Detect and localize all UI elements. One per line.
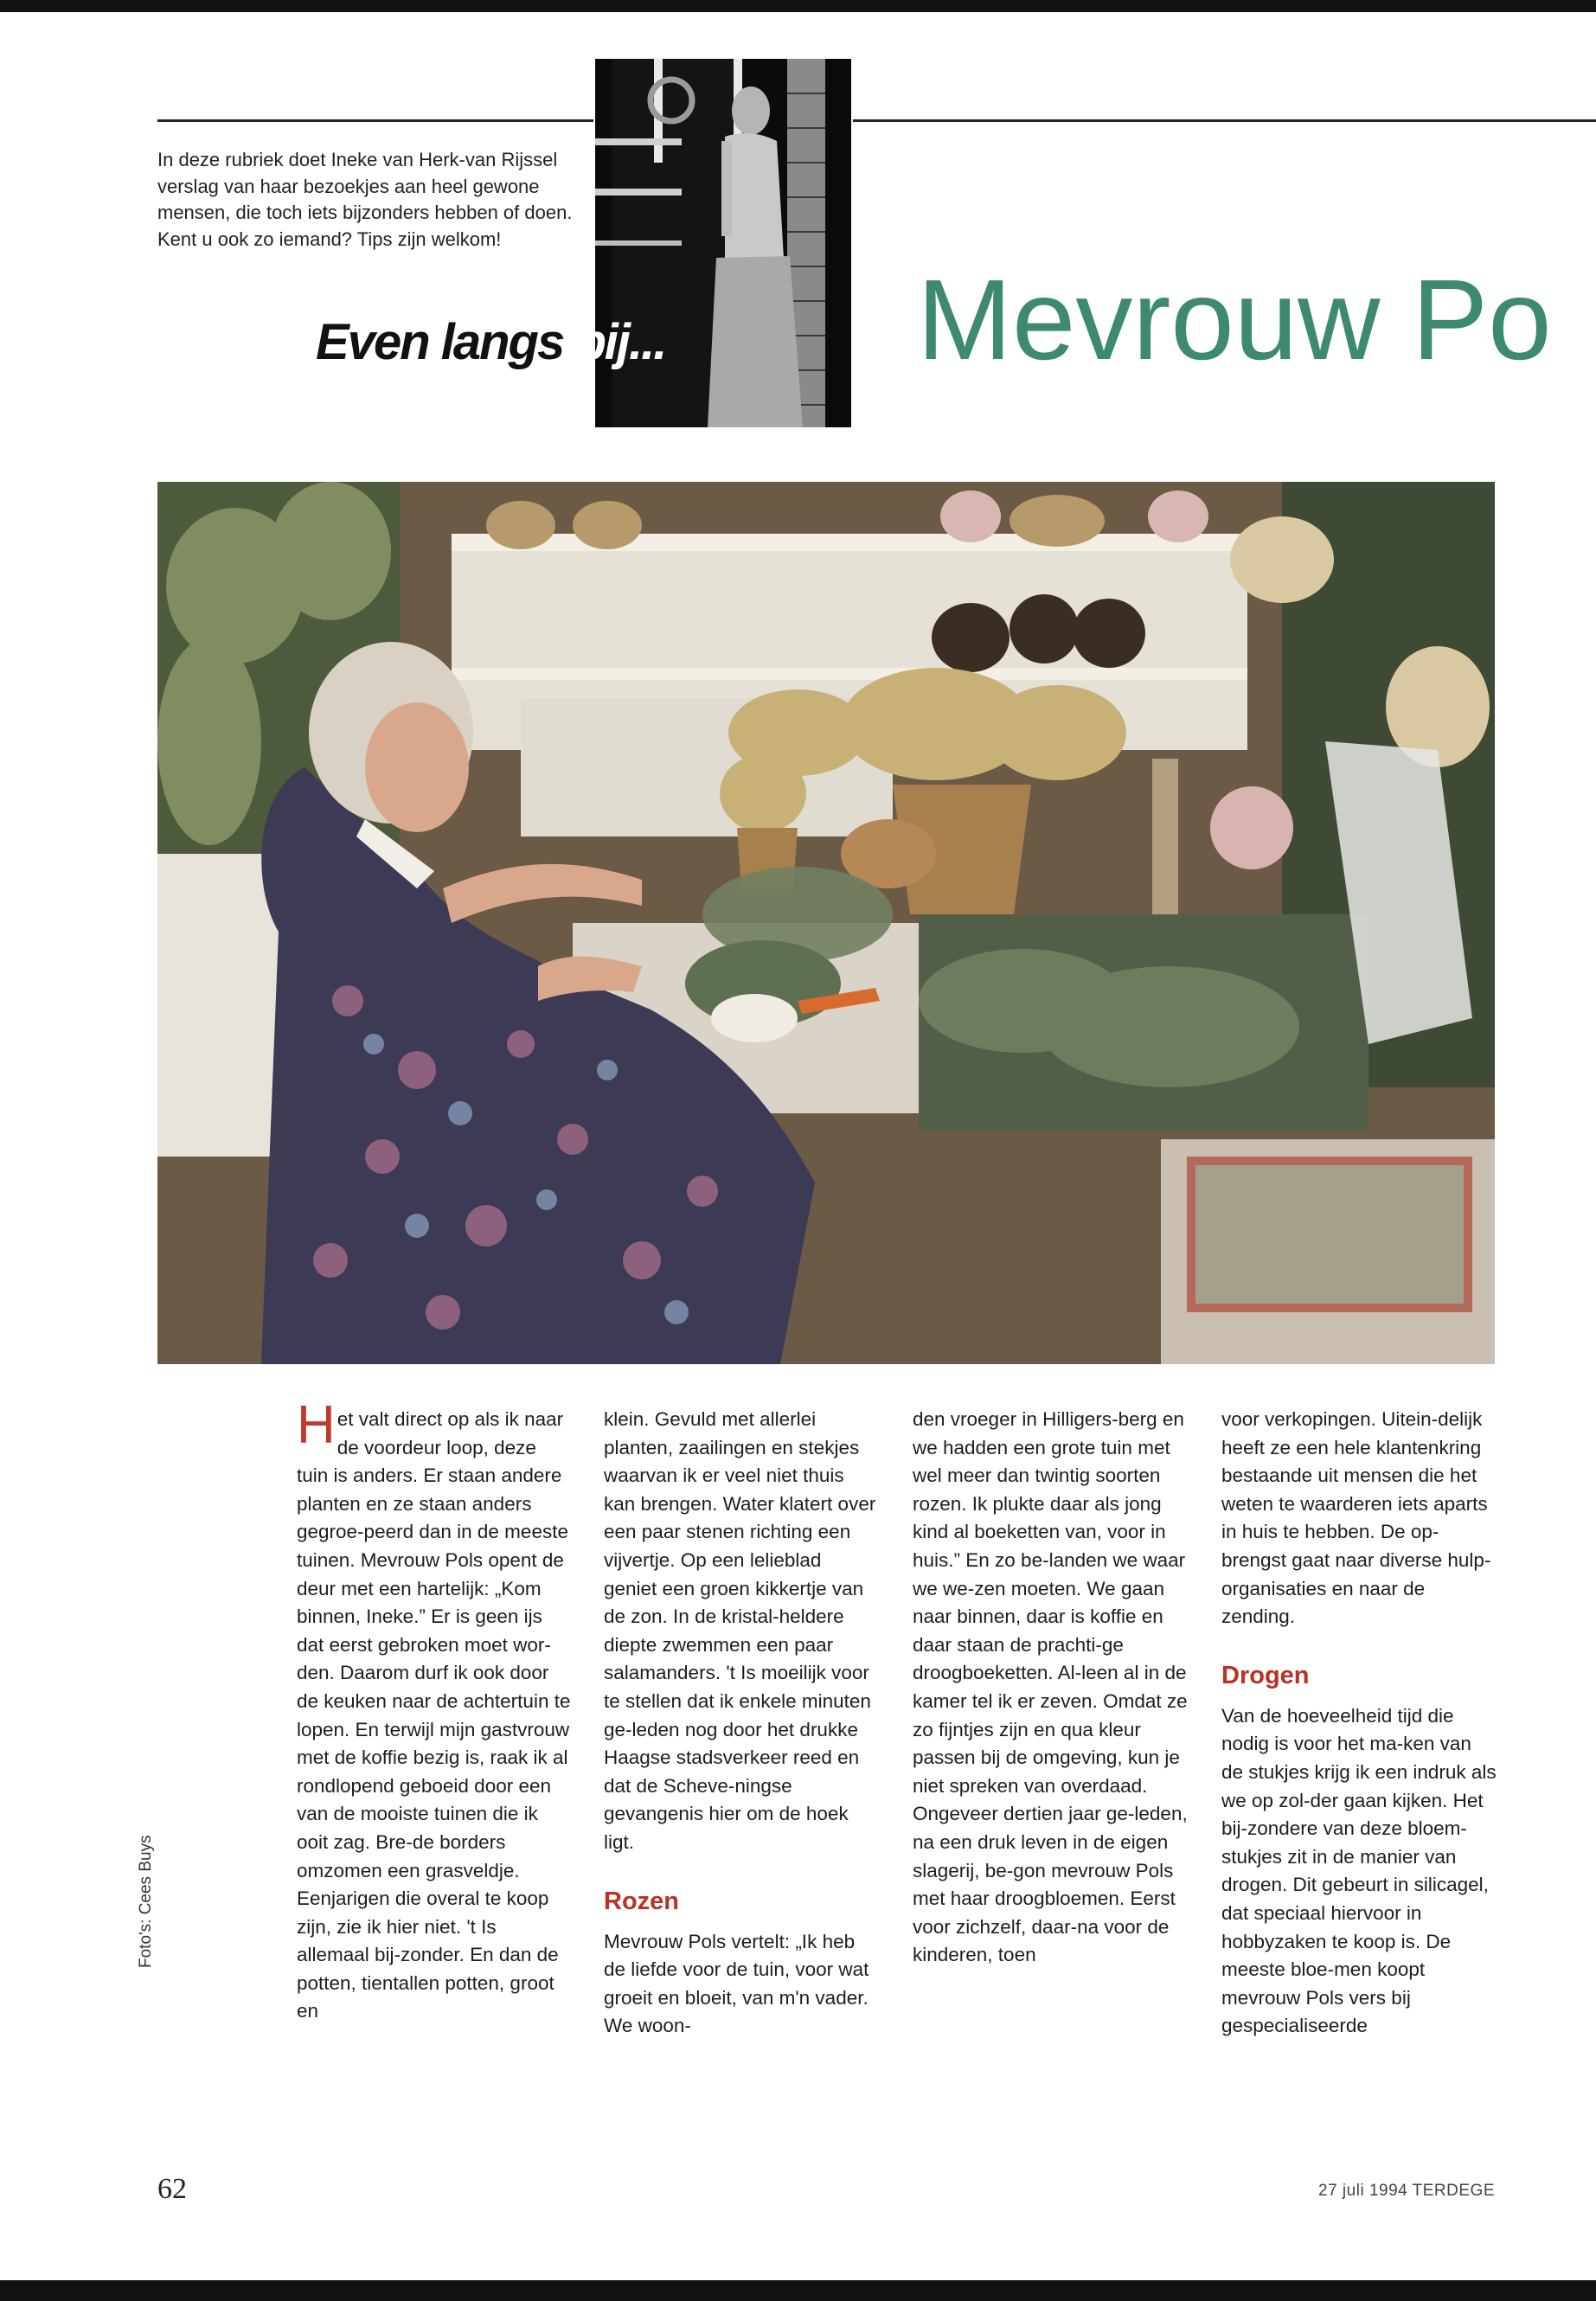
column-4b-text: Van de hoeveelheid tijd die nodig is voor het ma-ken van de stukjes krijg ik een indruk als we op zol-der gaan kijken. Het bij-zondere van deze bloem-stukjes zit in de manier van drogen. Dit gebeurt in silicagel, dat speciaal hiervoor in hobbyzaken te koop is. De meeste bloe-men koopt mevrouw Pols vers bij gespecialiseerde bbox=[1221, 1704, 1497, 2037]
column-3b-text: Ongeveer dertien jaar ge-leden, na een druk leven in de eigen slagerij, be-gon mevrouw Pols met haar droogbloemen. Eerst voor zichzelf, daar-na voor de kinderen, toen bbox=[913, 1803, 1188, 1966]
header-rule-right bbox=[853, 119, 1596, 122]
column-3-text: den vroeger in Hilligers-berg en we hadden een grote tuin met wel meer dan twintig soorten rozen. Ik plukte daar als jong kind al boeketten van, voor in huis.” En zo be-landen we waar we we-zen moeten. We gaan naar binnen, daar is koffie en daar staan de prachti-ge droogboeketten. Al-leen al in de kamer tel ik er zeven. Omdat ze zo fijntjes zijn en qua kleur passen bij de omgeving, kun je niet spreken van overdaad. bbox=[913, 1408, 1188, 1797]
column-2-text: klein. Gevuld met allerlei planten, zaailingen en stekjes waarvan ik er veel niet thuis kan brengen. Water klatert over een paar stenen richting een vijvertje. Op een lelieblad geniet een groen kikkertje van de zon. In de kristal-heldere diepte zwemmen een paar salamanders. 't Is moeilijk voor te stellen dat ik enkele minuten ge-leden nog door het drukke Haagse stadsverkeer reed en dat de Scheve-ningse gevangenis hier om de hoek ligt. bbox=[604, 1408, 876, 1853]
article-title: Mevrouw Po bbox=[917, 260, 1552, 381]
drop-cap: H bbox=[297, 1406, 336, 1455]
column-kicker bbox=[316, 313, 714, 371]
column-2b-text: Mevrouw Pols vertelt: „Ik heb de liefde voor de tuin, voor wat groeit en bloeit, van m'n vader. We woon- bbox=[604, 1930, 869, 2037]
main-photo-dried-flowers-workshop bbox=[157, 482, 1495, 1364]
main-photo-illustration bbox=[157, 482, 1495, 1364]
subhead-rozen: Rozen bbox=[604, 1887, 679, 1915]
article-column-3 bbox=[913, 1406, 1188, 2141]
article-column-2 bbox=[604, 1406, 879, 2141]
top-border bbox=[0, 0, 1596, 12]
photo-credit: Foto's: Cees Buys bbox=[137, 1835, 155, 1968]
column-1-text: et valt direct op als ik naar de voordeur loop, deze tuin is anders. Er staan andere planten en ze staan anders gegroe-peerd dan in de meeste tuinen. Mevrouw Pols opent de deur met een hartelijk: „Kom binnen, Ineke.” Er is geen ijs dat eerst gebroken moet wor-den. Daarom durf ik ook door de keuken naar de achtertuin te lopen. En terwijl mijn gastvrouw met de koffie bezig is, raak ik al rondlopend geboeid door een van de mooiste tuinen die ik ooit zag. Bre-de borders omzomen een grasveldje. Eenjarigen die overal te koop zijn, zie ik hier niet. 't Is allemaal bij-zonder. En dan de potten, tientallen potten, groot en bbox=[297, 1408, 571, 2022]
kicker-highlight: bij... bbox=[575, 314, 666, 370]
article-column-1 bbox=[297, 1406, 572, 2141]
page-number: 62 bbox=[157, 2173, 187, 2205]
bottom-border bbox=[0, 2280, 1596, 2301]
kicker-main: Even langs bbox=[316, 314, 576, 370]
column-4-text: voor verkopingen. Uitein-delijk heeft ze een hele klantenkring bestaande uit mensen die het weten te waarderen iets aparts in huis te hebben. De op-brengst gaat naar diverse hulp-organisaties en naar de zending. bbox=[1221, 1408, 1491, 1628]
footer-issue-date: 27 juli 1994 TERDEGE bbox=[1318, 2182, 1495, 2200]
header-photo-illustration bbox=[595, 59, 851, 427]
intro-text: In deze rubriek doet Ineke van Herk-van Rijssel verslag van haar bezoekjes aan heel gewone mensen, die toch iets bijzonders hebben of doen. Kent u ook zo iemand? Tips zijn welkom! bbox=[157, 149, 573, 250]
subhead-drogen: Drogen bbox=[1221, 1661, 1310, 1689]
article-column-4 bbox=[1221, 1406, 1497, 2141]
header-rule-left bbox=[157, 119, 593, 122]
header-photo-woman-in-doorway bbox=[595, 59, 851, 427]
